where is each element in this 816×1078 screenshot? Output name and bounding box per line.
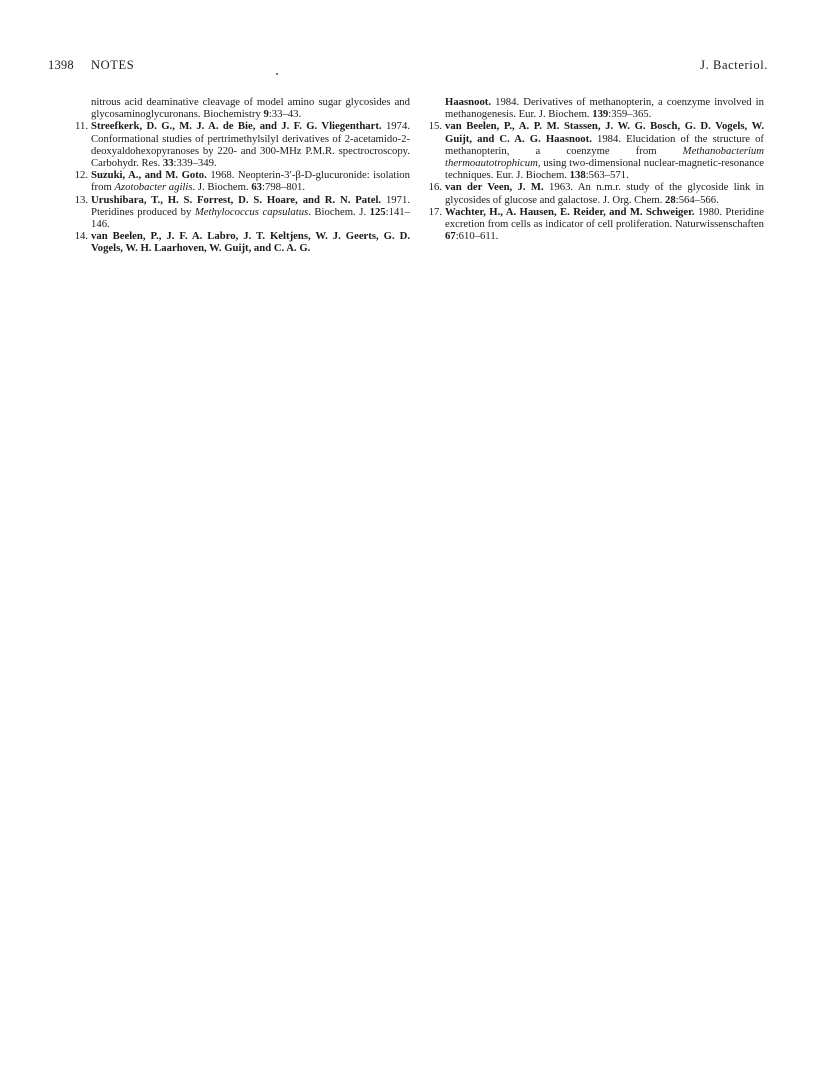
reference-authors: van Beelen, P., A. P. M. Stassen, J. W. G. Bosch, G. D. Vogels, W. Guijt, and C. A. G. Haasnoot. <box>445 120 764 145</box>
reference-authors: Urushibara, T., H. S. Forrest, D. S. Hoare, and R. N. Patel. <box>91 193 382 206</box>
reference-12: 12. Suzuki, A., and M. Goto. 1968. Neopterin-3′-β-D-glucuronide: isolation from Azotobacter agilis. J. Biochem. 63:798–801. <box>78 169 410 193</box>
reference-continuation: nitrous acid deaminative cleavage of model amino sugar glycosides and glycosaminoglycuronans. Biochemistry 9:33–43. <box>91 96 410 121</box>
reference-authors: Streefkerk, D. G., M. J. A. de Bie, and J. F. G. Vliegenthart. <box>91 120 382 133</box>
reference-authors: Wachter, H., A. Hausen, E. Reider, and M. Schweiger. <box>445 205 695 218</box>
print-speck <box>276 73 278 75</box>
journal-name: J. Bacteriol. <box>700 58 768 72</box>
reference-13: 13. Urushibara, T., H. S. Forrest, D. S. Hoare, and R. N. Patel. 1971. Pteridines produced by Methylococcus capsulatus. Biochem. J. 125:141–146. <box>78 194 410 231</box>
reference-16: 16. van der Veen, J. M. 1963. An n.m.r. study of the glycoside link in glycosides of glucose and galactose. J. Org. Chem. 28:564–566. <box>432 181 764 205</box>
reference-authors: van Beelen, P., J. F. A. Labro, J. T. Keltjens, W. J. Geerts, G. D. Vogels, W. H. Laarhoven, W. Guijt, and C. A. G. <box>91 230 410 255</box>
reference-continuation: Haasnoot. 1984. Derivatives of methanopterin, a coenzyme involved in methanogenesis. Eur. J. Biochem. 139:359–365. <box>445 96 764 121</box>
right-column <box>428 96 764 243</box>
reference-14 <box>74 230 410 255</box>
reference-number: 13. <box>74 193 88 206</box>
reference-number: 17. <box>428 205 442 218</box>
page-number: 1398 <box>48 58 74 72</box>
reference-authors: van der Veen, J. M. <box>445 181 544 194</box>
page-header <box>48 58 768 74</box>
reference-number: 14. <box>74 230 88 243</box>
reference-15: 15. van Beelen, P., A. P. M. Stassen, J. W. G. Bosch, G. D. Vogels, W. Guijt, and C. A. G. Haasnoot. 1984. Elucidation of the structure of methanopterin, a coenzyme from Methanobacterium thermoautotrophicum, using two-dimensional nuclear-magnetic-resonance techniques. Eur. J. Biochem. 138:563–571. <box>432 120 764 181</box>
reference-number: 12. <box>74 169 88 182</box>
reference-number: 16. <box>428 181 442 194</box>
reference-11: 11. Streefkerk, D. G., M. J. A. de Bie, and J. F. G. Vliegenthart. 1974. Conformational studies of pertrimethylsilyl derivatives of 2-acetamido-2-deoxyaldohexopyranoses by 220- and 300-MHz P.M.R. spectrocroscopy. Carbohydr. Res. 33:339–349. <box>78 120 410 169</box>
left-column <box>74 96 410 255</box>
reference-number: 15. <box>428 120 442 133</box>
reference-17: 17. Wachter, H., A. Hausen, E. Reider, and M. Schweiger. 1980. Pteridine excretion from cells as indicator of cell proliferation. Naturwissenschaften 67:610–611. <box>432 206 764 243</box>
reference-authors: Suzuki, A., and M. Goto. <box>91 169 207 182</box>
reference-number: 11. <box>75 120 88 133</box>
section-title: NOTES <box>91 58 135 72</box>
